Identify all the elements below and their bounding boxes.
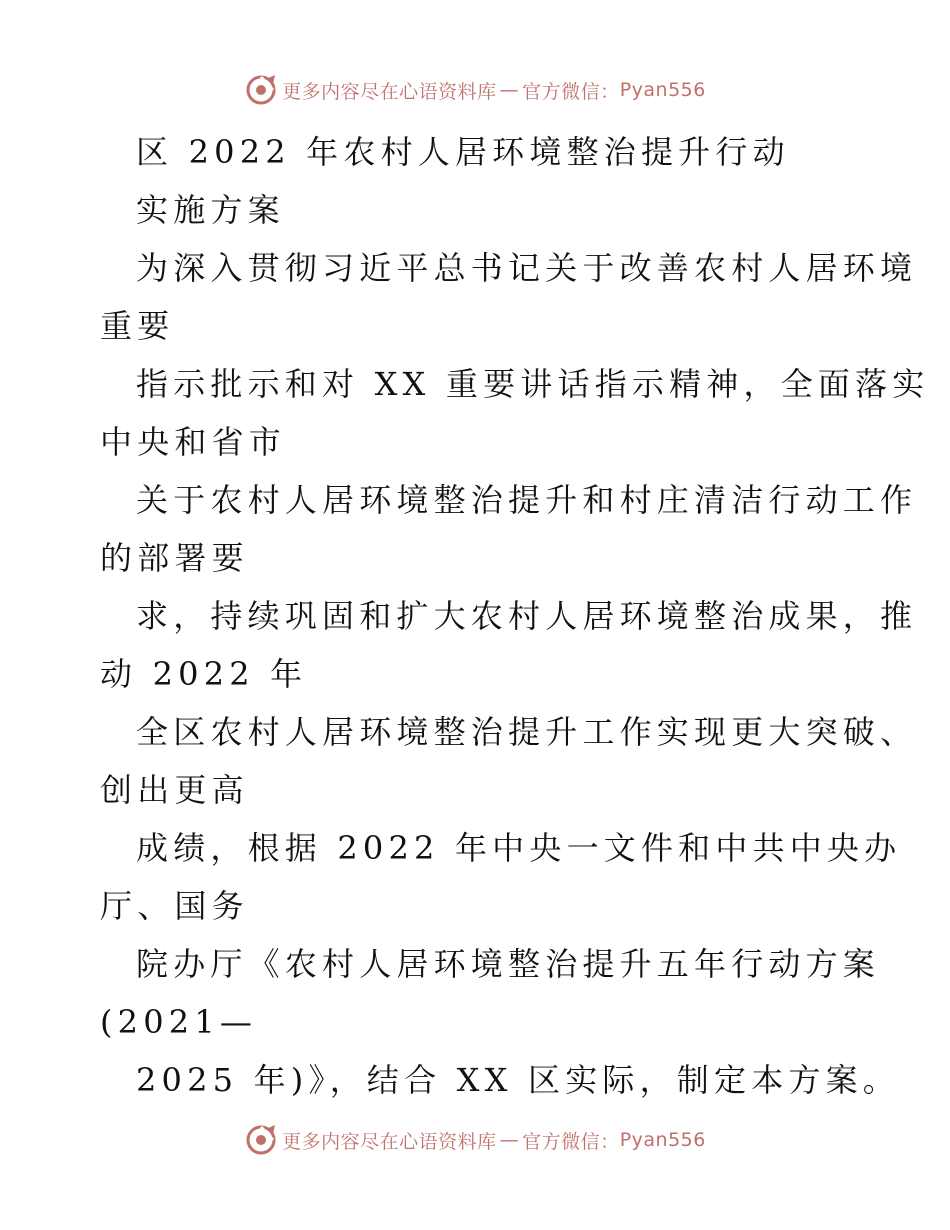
document-title-line: 区 2022 年农村人居环境整治提升行动 <box>136 133 790 171</box>
watermark-separator: — <box>499 79 520 101</box>
body-text-line: 创出更高 <box>100 771 249 809</box>
body-text-line: 求，持续巩固和扩大农村人居环境整治成果，推 <box>136 597 918 635</box>
watermark-wechat-label: 官方微信： <box>522 1130 620 1153</box>
body-text-line: 关于农村人居环境整治提升和村庄清洁行动工作 <box>136 481 918 519</box>
watermark-wechat-id: Pyan556 <box>619 1129 706 1151</box>
body-text-line: 重要 <box>100 307 175 345</box>
watermark-footer <box>0 1120 950 1160</box>
body-text-line: 2025 年)》，结合 XX 区实际，制定本方案。 <box>136 1061 901 1099</box>
body-text-line: 为深入贯彻习近平总书记关于改善农村人居环境 <box>136 249 918 287</box>
watermark-text: 更多内容尽在心语资料库 <box>282 80 497 103</box>
watermark-text: 更多内容尽在心语资料库 <box>282 1130 497 1153</box>
body-text-line: 厅、国务 <box>100 887 249 925</box>
body-text-line: (2021— <box>100 1003 258 1041</box>
watermark-separator: — <box>499 1129 520 1151</box>
body-text-line: 全区农村人居环境整治提升工作实现更大突破、 <box>136 713 918 751</box>
brand-logo-icon <box>244 73 278 107</box>
watermark-wechat-label: 官方微信： <box>522 80 620 103</box>
body-text-line: 指示批示和对 XX 重要讲话指示精神，全面落实 <box>136 365 930 403</box>
body-text-line: 动 2022 年 <box>100 655 308 693</box>
body-text-line: 中央和省市 <box>100 423 287 461</box>
watermark-header <box>0 70 950 110</box>
document-title-line: 实施方案 <box>136 191 285 229</box>
body-text-line: 成绩，根据 2022 年中央一文件和中共中央办 <box>136 829 902 867</box>
body-text-line: 的部署要 <box>100 539 249 577</box>
document-body <box>100 123 930 1109</box>
brand-logo-icon <box>244 1123 278 1157</box>
watermark-wechat-id: Pyan556 <box>619 79 706 101</box>
body-text-line: 院办厅《农村人居环境整治提升五年行动方案 <box>136 945 881 983</box>
